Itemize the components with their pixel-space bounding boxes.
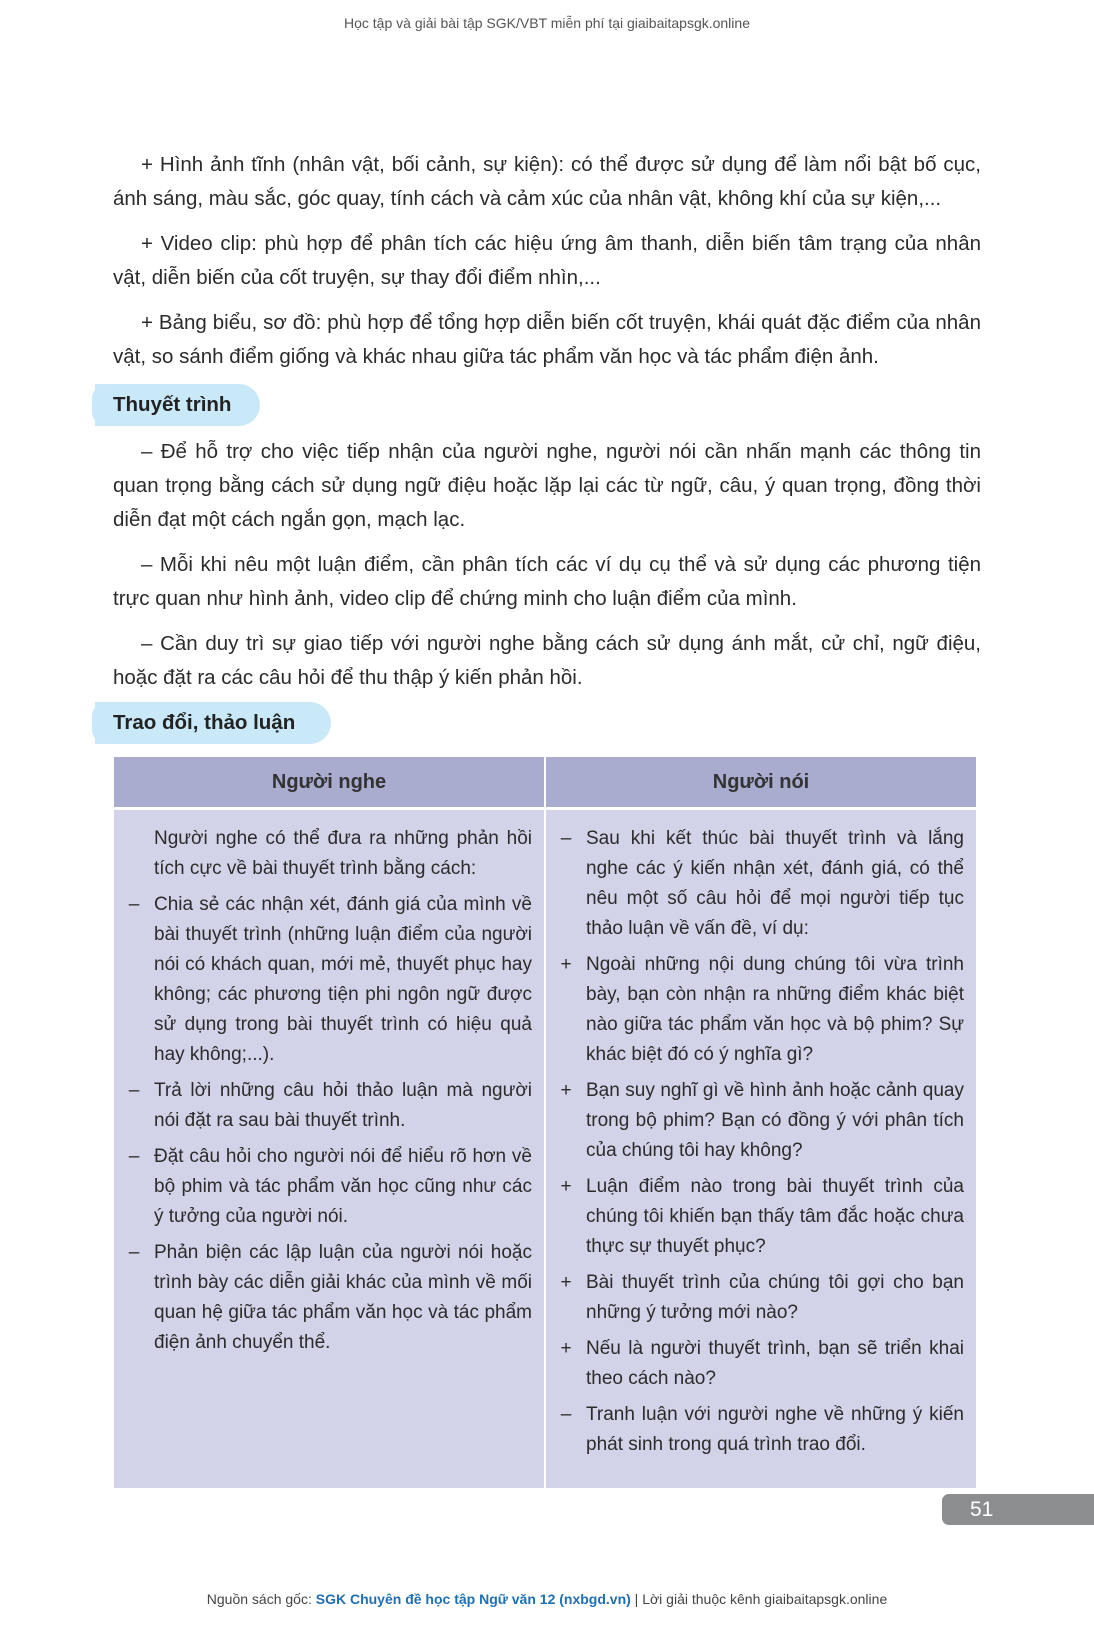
list-item: + Bài thuyết trình của chúng tôi gợi cho bạn những ý tưởng mới nào? [560, 1272, 964, 1323]
list-item: – Sau khi kết thúc bài thuyết trình và lắng nghe các ý kiến nhận xét, đánh giá, có thể nêu một số câu hỏi để mọi người tiếp tục thảo luận về vấn đề, ví dụ: [560, 828, 964, 939]
intro-paragraph: + Bảng biểu, sơ đồ: phù hợp để tổng hợp diễn biến cốt truyện, khái quát đặc điểm của nhân vật, so sánh điểm giống và khác nhau giữa tác phẩm văn học và tác phẩm điện ảnh. [113, 311, 981, 368]
presentation-paragraph: – Để hỗ trợ cho việc tiếp nhận của người nghe, người nói cần nhấn mạnh các thông tin quan trọng bằng cách sử dụng ngữ điệu hoặc lặp lại các từ ngữ, câu, ý quan trọng, đồng thời diễn đạt một cách ngắn gọn, mạch lạc. [113, 440, 981, 531]
speaker-column [545, 809, 976, 1489]
presentation-section [113, 435, 981, 706]
footer-prefix: Nguồn sách gốc: [206, 1591, 316, 1607]
presentation-paragraph: – Cần duy trì sự giao tiếp với người nghe bằng cách sử dụng ánh mắt, cử chỉ, ngữ điệu, hoặc đặt ra các câu hỏi để thu thập ý kiến phản hồi. [113, 632, 981, 689]
list-item: – Đặt câu hỏi cho người nói để hiểu rõ hơn về bộ phim và tác phẩm văn học cũng như các ý tưởng của người nói. [128, 1146, 532, 1227]
list-item: – Chia sẻ các nhận xét, đánh giá của mình về bài thuyết trình (những luận điểm của người nói có khách quan, mới mẻ, thuyết phục hay không; các phương tiện phi ngôn ngữ được sử dụng trong bài thuyết trình có hiệu quả hay không;...). [128, 894, 532, 1065]
list-item: – Trả lời những câu hỏi thảo luận mà người nói đặt ra sau bài thuyết trình. [128, 1080, 532, 1131]
page-footer [0, 1591, 1094, 1607]
listener-column [114, 809, 545, 1489]
discussion-table [114, 757, 976, 1488]
list-item: + Bạn suy nghĩ gì về hình ảnh hoặc cảnh quay trong bộ phim? Bạn có đồng ý với phân tích của chúng tôi hay không? [560, 1080, 964, 1161]
list-item: + Ngoài những nội dung chúng tôi vừa trình bày, bạn còn nhận ra những điểm khác biệt nào giữa tác phẩm văn học và bộ phim? Sự khác biệt đó có ý nghĩa gì? [560, 954, 964, 1065]
section-title-presentation: Thuyết trình [95, 384, 260, 426]
section-title-discussion: Trao đổi, thảo luận [95, 702, 331, 744]
page-number: 51 [942, 1494, 1094, 1525]
intro-paragraph: + Video clip: phù hợp để phân tích các hiệu ứng âm thanh, diễn biến tâm trạng của nhân vật, diễn biến của cốt truyện, sự thay đổi điểm nhìn,... [113, 232, 981, 289]
list-item: + Nếu là người thuyết trình, bạn sẽ triển khai theo cách nào? [560, 1338, 964, 1389]
presentation-paragraph: – Mỗi khi nêu một luận điểm, cần phân tích các ví dụ cụ thể và sử dụng các phương tiện trực quan như hình ảnh, video clip để chứng minh cho luận điểm của mình. [113, 553, 981, 610]
footer-suffix: | Lời giải thuộc kênh giaibaitapsgk.online [630, 1591, 888, 1607]
list-item: Người nghe có thể đưa ra những phản hồi tích cực về bài thuyết trình bằng cách: [154, 828, 532, 879]
intro-section [113, 148, 981, 385]
list-item: + Luận điểm nào trong bài thuyết trình của chúng tôi khiến bạn thấy tâm đắc hoặc chưa thực sự thuyết phục? [560, 1176, 964, 1257]
footer-source-link[interactable]: SGK Chuyên đề học tập Ngữ văn 12 (nxbgd.vn) [315, 1591, 631, 1607]
header-speaker: Người nói [545, 757, 976, 809]
list-item: – Phản biện các lập luận của người nói hoặc trình bày các diễn giải khác của mình về mối quan hệ giữa tác phẩm văn học và tác phẩm điện ảnh chuyển thể. [128, 1242, 532, 1353]
page-header: Học tập và giải bài tập SGK/VBT miễn phí tại giaibaitapsgk.online [344, 15, 750, 31]
intro-paragraph: + Hình ảnh tĩnh (nhân vật, bối cảnh, sự kiện): có thể được sử dụng để làm nổi bật bố cục, ánh sáng, màu sắc, góc quay, tính cách và cảm xúc của nhân vật, không khí của sự kiện,... [113, 153, 981, 210]
header-listener: Người nghe [114, 757, 545, 809]
list-item: – Tranh luận với người nghe về những ý kiến phát sinh trong quá trình trao đổi. [560, 1404, 964, 1455]
